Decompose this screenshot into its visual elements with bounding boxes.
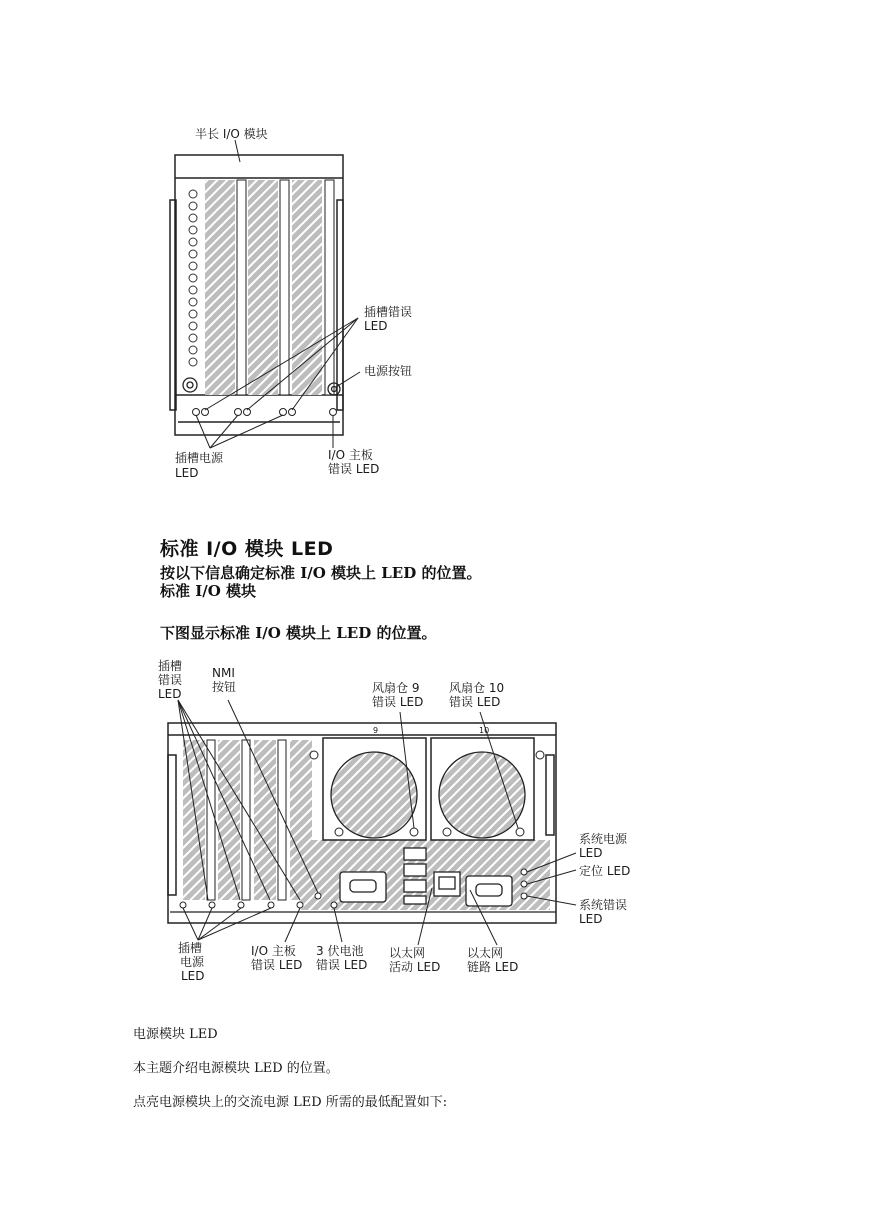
power-module-title: 电源模块 LED <box>133 1027 218 1042</box>
sys-power-line2: LED <box>579 846 603 860</box>
slot-power-led-label-line1: 插槽电源 <box>175 451 224 465</box>
d2-slot-power-line2: 电源 <box>180 955 205 969</box>
power-module-para1: 本主题介绍电源模块 LED 的位置。 <box>133 1061 339 1076</box>
nmi-label-line2: 按钮 <box>212 680 237 694</box>
d2-slot-power-line1: 插槽 <box>178 941 203 955</box>
eth-link-line1: 以太网 <box>467 946 504 960</box>
eth-activity-line1: 以太网 <box>389 946 426 960</box>
section-subheading: 标准 I/O 模块 <box>160 582 257 600</box>
fan10-number: 10 <box>479 726 490 735</box>
fan9-number: 9 <box>373 726 379 735</box>
nmi-label-line1: NMI <box>212 666 235 680</box>
locate-led-label: 定位 LED <box>579 864 631 878</box>
io-board-error-label-line2: 错误 LED <box>328 462 380 476</box>
fan10-label-line1: 风扇仓 10 <box>449 681 505 695</box>
half-length-io-module-label: 半长 I/O 模块 <box>195 127 268 141</box>
io-board-error-label-line1: I/O 主板 <box>328 448 373 462</box>
fan9-label-line1: 风扇仓 9 <box>372 681 420 695</box>
sys-error-line2: LED <box>579 912 603 926</box>
d2-slot-error-line1: 插槽 <box>158 659 183 673</box>
eth-activity-line2: 活动 LED <box>389 960 441 974</box>
eth-link-line2: 链路 LED <box>467 960 519 974</box>
slot-error-led-label-line1: 插槽错误 <box>364 305 413 319</box>
fan-bay-9 <box>310 738 426 840</box>
section-heading: 标准 I/O 模块 LED <box>160 538 334 560</box>
section-intro: 按以下信息确定标准 I/O 模块上 LED 的位置。 <box>160 564 482 582</box>
slot-error-led-label-line2: LED <box>364 319 388 333</box>
figure-caption: 下图显示标准 I/O 模块上 LED 的位置。 <box>160 624 437 642</box>
fan10-label-line2: 错误 LED <box>449 695 501 709</box>
power-button-label: 电源按钮 <box>364 364 413 378</box>
d2-slot-error-line2: 错误 <box>158 673 183 687</box>
fan9-label-line2: 错误 LED <box>372 695 424 709</box>
d2-slot-power-line3: LED <box>181 969 205 983</box>
sys-power-line1: 系统电源 <box>579 832 628 846</box>
sys-error-line1: 系统错误 <box>579 898 628 912</box>
battery-error-line2: 错误 LED <box>316 958 368 972</box>
fan-bay-10 <box>431 738 544 840</box>
d2-io-board-line2: 错误 LED <box>251 958 303 972</box>
battery-error-line1: 3 伏电池 <box>316 944 364 958</box>
d2-slot-error-line3: LED <box>158 687 182 701</box>
slot-power-led-label-line2: LED <box>175 466 199 480</box>
power-module-para2: 点亮电源模块上的交流电源 LED 所需的最低配置如下: <box>133 1095 448 1110</box>
d2-io-board-line1: I/O 主板 <box>251 944 296 958</box>
